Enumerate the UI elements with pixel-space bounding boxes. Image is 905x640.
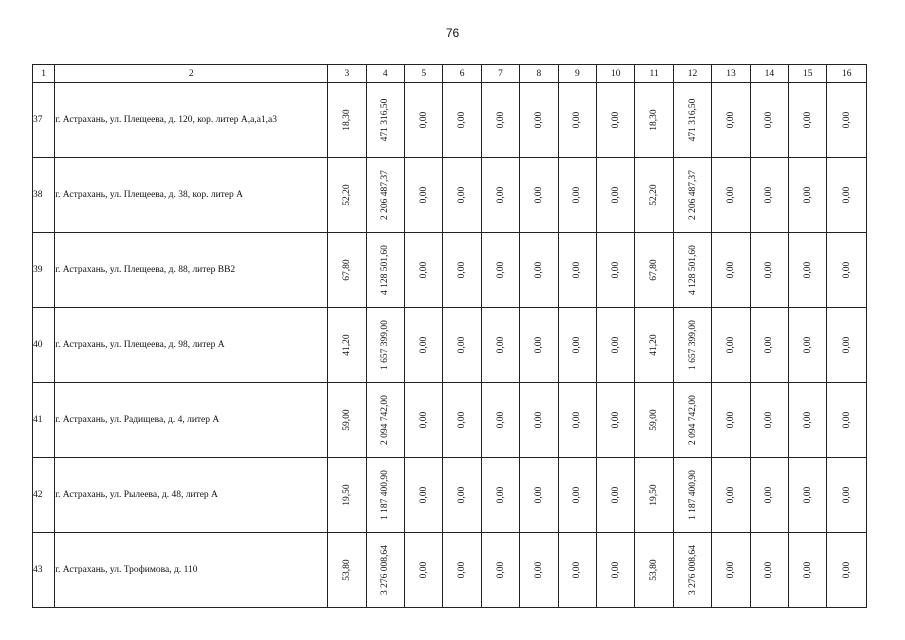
value-cell bbox=[558, 383, 596, 458]
value-cell bbox=[520, 83, 558, 158]
value-cell bbox=[635, 233, 673, 308]
value-cell bbox=[673, 383, 711, 458]
row-number: 37 bbox=[33, 83, 55, 158]
value-text: 0,00 bbox=[610, 111, 621, 129]
value-text: 0,00 bbox=[572, 486, 583, 504]
value-text: 0,00 bbox=[725, 561, 736, 579]
header-row bbox=[33, 65, 867, 83]
value-text: 0,00 bbox=[495, 411, 506, 429]
value-cell bbox=[328, 383, 366, 458]
value-cell bbox=[520, 308, 558, 383]
column-header: 1 bbox=[33, 65, 55, 83]
value-cell bbox=[404, 83, 442, 158]
column-header: 11 bbox=[635, 65, 673, 83]
address-cell: г. Астрахань, ул. Рылеева, д. 48, литер А bbox=[55, 458, 328, 533]
value-cell bbox=[712, 458, 750, 533]
value-cell bbox=[750, 533, 788, 608]
value-cell bbox=[366, 233, 404, 308]
value-cell bbox=[827, 383, 867, 458]
value-cell bbox=[673, 233, 711, 308]
value-text: 53,80 bbox=[341, 559, 352, 581]
value-text: 0,00 bbox=[457, 336, 468, 354]
value-text: 0,00 bbox=[841, 486, 852, 504]
value-text: 0,00 bbox=[610, 561, 621, 579]
value-cell bbox=[673, 83, 711, 158]
row-number: 40 bbox=[33, 308, 55, 383]
value-cell bbox=[827, 83, 867, 158]
value-text: 0,00 bbox=[533, 261, 544, 279]
value-cell bbox=[520, 383, 558, 458]
column-header: 13 bbox=[712, 65, 750, 83]
value-cell bbox=[481, 533, 519, 608]
value-cell bbox=[443, 458, 481, 533]
value-cell bbox=[673, 533, 711, 608]
value-text: 471 316,50 bbox=[687, 98, 698, 142]
value-cell bbox=[597, 233, 635, 308]
value-text: 2 206 487,37 bbox=[687, 170, 698, 220]
table-row bbox=[33, 458, 867, 533]
table-row bbox=[33, 383, 867, 458]
value-text: 2 094 742,00 bbox=[380, 395, 391, 445]
value-text: 0,00 bbox=[457, 561, 468, 579]
value-text: 0,00 bbox=[610, 336, 621, 354]
value-cell bbox=[328, 158, 366, 233]
value-text: 4 128 501,60 bbox=[380, 245, 391, 295]
table-row bbox=[33, 308, 867, 383]
value-text: 0,00 bbox=[533, 186, 544, 204]
value-text: 3 276 008,64 bbox=[380, 545, 391, 595]
address-cell: г. Астрахань, ул. Трофимова, д. 110 bbox=[55, 533, 328, 608]
value-text: 1 187 400,90 bbox=[687, 470, 698, 520]
value-cell bbox=[789, 83, 827, 158]
value-text: 0,00 bbox=[610, 411, 621, 429]
value-cell bbox=[366, 458, 404, 533]
value-cell bbox=[712, 533, 750, 608]
value-cell bbox=[366, 308, 404, 383]
value-cell bbox=[750, 383, 788, 458]
value-text: 0,00 bbox=[418, 336, 429, 354]
value-cell bbox=[328, 308, 366, 383]
value-cell bbox=[404, 233, 442, 308]
value-cell bbox=[404, 458, 442, 533]
value-cell bbox=[481, 308, 519, 383]
value-cell bbox=[789, 158, 827, 233]
value-cell bbox=[481, 383, 519, 458]
value-cell bbox=[366, 83, 404, 158]
value-text: 18,30 bbox=[649, 109, 660, 131]
value-cell bbox=[443, 383, 481, 458]
row-number: 38 bbox=[33, 158, 55, 233]
value-text: 0,00 bbox=[764, 261, 775, 279]
value-cell bbox=[443, 533, 481, 608]
table-row bbox=[33, 158, 867, 233]
address-cell: г. Астрахань, ул. Плещеева, д. 98, литер А bbox=[55, 308, 328, 383]
value-cell bbox=[635, 158, 673, 233]
value-text: 0,00 bbox=[495, 486, 506, 504]
value-text: 0,00 bbox=[495, 561, 506, 579]
value-cell bbox=[520, 158, 558, 233]
value-cell bbox=[481, 83, 519, 158]
row-number: 42 bbox=[33, 458, 55, 533]
value-cell bbox=[443, 308, 481, 383]
value-text: 53,80 bbox=[649, 559, 660, 581]
page-number: 76 bbox=[445, 26, 460, 40]
value-cell bbox=[404, 383, 442, 458]
value-text: 0,00 bbox=[802, 111, 813, 129]
value-text: 0,00 bbox=[764, 411, 775, 429]
column-header: 16 bbox=[827, 65, 867, 83]
value-text: 2 094 742,00 bbox=[687, 395, 698, 445]
value-cell bbox=[827, 533, 867, 608]
value-cell bbox=[750, 158, 788, 233]
value-text: 59,00 bbox=[649, 409, 660, 431]
value-text: 0,00 bbox=[418, 411, 429, 429]
row-number: 39 bbox=[33, 233, 55, 308]
value-text: 0,00 bbox=[495, 111, 506, 129]
value-cell bbox=[673, 158, 711, 233]
value-text: 0,00 bbox=[725, 411, 736, 429]
address-cell: г. Астрахань, ул. Плещеева, д. 38, кор. литер А bbox=[55, 158, 328, 233]
row-number: 43 bbox=[33, 533, 55, 608]
value-cell bbox=[558, 158, 596, 233]
value-text: 3 276 008,64 bbox=[687, 545, 698, 595]
value-text: 0,00 bbox=[418, 261, 429, 279]
value-text: 0,00 bbox=[841, 186, 852, 204]
value-cell bbox=[481, 458, 519, 533]
value-cell bbox=[827, 233, 867, 308]
value-cell bbox=[635, 308, 673, 383]
value-text: 0,00 bbox=[610, 261, 621, 279]
value-cell bbox=[597, 83, 635, 158]
value-text: 4 128 501,60 bbox=[687, 245, 698, 295]
value-cell bbox=[712, 158, 750, 233]
value-text: 0,00 bbox=[572, 261, 583, 279]
value-text: 0,00 bbox=[418, 561, 429, 579]
value-text: 0,00 bbox=[418, 186, 429, 204]
value-text: 0,00 bbox=[764, 336, 775, 354]
value-cell bbox=[712, 83, 750, 158]
value-text: 0,00 bbox=[764, 486, 775, 504]
value-cell bbox=[558, 233, 596, 308]
table-row bbox=[33, 83, 867, 158]
value-cell bbox=[520, 533, 558, 608]
value-text: 0,00 bbox=[572, 561, 583, 579]
value-text: 0,00 bbox=[495, 336, 506, 354]
value-text: 0,00 bbox=[802, 561, 813, 579]
value-text: 0,00 bbox=[533, 111, 544, 129]
value-text: 0,00 bbox=[572, 336, 583, 354]
data-table bbox=[32, 64, 867, 608]
address-cell: г. Астрахань, ул. Плещеева, д. 88, литер ВВ2 bbox=[55, 233, 328, 308]
value-cell bbox=[558, 458, 596, 533]
value-text: 0,00 bbox=[572, 411, 583, 429]
value-cell bbox=[712, 233, 750, 308]
value-text: 0,00 bbox=[495, 186, 506, 204]
value-text: 1 187 400,90 bbox=[380, 470, 391, 520]
value-text: 471 316,50 bbox=[380, 98, 391, 142]
value-cell bbox=[481, 233, 519, 308]
value-cell bbox=[443, 83, 481, 158]
column-header: 14 bbox=[750, 65, 788, 83]
value-text: 41,20 bbox=[649, 334, 660, 356]
value-text: 1 657 399,00 bbox=[687, 320, 698, 370]
column-header: 5 bbox=[404, 65, 442, 83]
value-text: 0,00 bbox=[725, 186, 736, 204]
value-text: 0,00 bbox=[841, 261, 852, 279]
value-text: 0,00 bbox=[533, 411, 544, 429]
value-cell bbox=[443, 158, 481, 233]
value-text: 19,50 bbox=[649, 484, 660, 506]
value-cell bbox=[366, 158, 404, 233]
column-header: 8 bbox=[520, 65, 558, 83]
value-text: 0,00 bbox=[457, 186, 468, 204]
value-cell bbox=[520, 458, 558, 533]
value-text: 0,00 bbox=[841, 561, 852, 579]
value-cell bbox=[558, 83, 596, 158]
value-text: 67,80 bbox=[341, 259, 352, 281]
value-text: 0,00 bbox=[725, 261, 736, 279]
value-cell bbox=[443, 233, 481, 308]
value-cell bbox=[597, 308, 635, 383]
value-cell bbox=[328, 533, 366, 608]
value-text: 0,00 bbox=[841, 411, 852, 429]
value-text: 0,00 bbox=[610, 186, 621, 204]
value-text: 0,00 bbox=[533, 561, 544, 579]
value-cell bbox=[712, 308, 750, 383]
value-cell bbox=[673, 458, 711, 533]
value-cell bbox=[558, 308, 596, 383]
value-text: 41,20 bbox=[341, 334, 352, 356]
value-text: 0,00 bbox=[418, 111, 429, 129]
value-text: 0,00 bbox=[764, 561, 775, 579]
column-header: 12 bbox=[673, 65, 711, 83]
value-text: 0,00 bbox=[725, 111, 736, 129]
value-text: 0,00 bbox=[457, 111, 468, 129]
value-text: 67,80 bbox=[649, 259, 660, 281]
value-cell bbox=[328, 458, 366, 533]
value-text: 0,00 bbox=[764, 111, 775, 129]
value-cell bbox=[404, 533, 442, 608]
value-text: 0,00 bbox=[418, 486, 429, 504]
value-text: 0,00 bbox=[802, 336, 813, 354]
address-cell: г. Астрахань, ул. Плещеева, д. 120, кор. литер А,а,а1,а3 bbox=[55, 83, 328, 158]
value-cell bbox=[520, 233, 558, 308]
value-cell bbox=[789, 458, 827, 533]
value-cell bbox=[366, 383, 404, 458]
value-cell bbox=[328, 233, 366, 308]
value-text: 0,00 bbox=[495, 261, 506, 279]
value-cell bbox=[750, 83, 788, 158]
value-text: 0,00 bbox=[725, 336, 736, 354]
value-text: 0,00 bbox=[610, 486, 621, 504]
value-cell bbox=[558, 533, 596, 608]
value-cell bbox=[750, 308, 788, 383]
value-cell bbox=[712, 383, 750, 458]
value-cell bbox=[597, 533, 635, 608]
value-text: 0,00 bbox=[572, 186, 583, 204]
value-cell bbox=[635, 83, 673, 158]
value-cell bbox=[635, 533, 673, 608]
value-text: 0,00 bbox=[533, 486, 544, 504]
value-text: 19,50 bbox=[341, 484, 352, 506]
value-cell bbox=[789, 383, 827, 458]
value-text: 18,30 bbox=[341, 109, 352, 131]
value-cell bbox=[481, 158, 519, 233]
value-cell bbox=[750, 458, 788, 533]
value-text: 1 657 399,00 bbox=[380, 320, 391, 370]
column-header: 6 bbox=[443, 65, 481, 83]
address-cell: г. Астрахань, ул. Радищева, д. 4, литер А bbox=[55, 383, 328, 458]
value-cell bbox=[366, 533, 404, 608]
value-cell bbox=[827, 308, 867, 383]
column-header: 4 bbox=[366, 65, 404, 83]
value-cell bbox=[404, 308, 442, 383]
column-header: 7 bbox=[481, 65, 519, 83]
value-text: 0,00 bbox=[802, 186, 813, 204]
value-cell bbox=[750, 233, 788, 308]
value-text: 2 206 487,37 bbox=[380, 170, 391, 220]
column-header: 9 bbox=[558, 65, 596, 83]
value-cell bbox=[789, 533, 827, 608]
value-cell bbox=[789, 233, 827, 308]
value-text: 0,00 bbox=[725, 486, 736, 504]
value-cell bbox=[404, 158, 442, 233]
value-cell bbox=[673, 308, 711, 383]
value-cell bbox=[597, 383, 635, 458]
value-text: 0,00 bbox=[802, 261, 813, 279]
value-text: 0,00 bbox=[533, 336, 544, 354]
value-text: 52,20 bbox=[341, 184, 352, 206]
value-cell bbox=[635, 458, 673, 533]
value-text: 0,00 bbox=[457, 261, 468, 279]
value-text: 0,00 bbox=[802, 486, 813, 504]
value-cell bbox=[635, 383, 673, 458]
value-text: 0,00 bbox=[841, 111, 852, 129]
value-cell bbox=[328, 83, 366, 158]
row-number: 41 bbox=[33, 383, 55, 458]
table-row bbox=[33, 533, 867, 608]
value-text: 0,00 bbox=[802, 411, 813, 429]
value-text: 0,00 bbox=[457, 411, 468, 429]
value-cell bbox=[789, 308, 827, 383]
value-text: 52,20 bbox=[649, 184, 660, 206]
column-header: 2 bbox=[55, 65, 328, 83]
value-text: 0,00 bbox=[457, 486, 468, 504]
value-text: 0,00 bbox=[764, 186, 775, 204]
value-cell bbox=[597, 458, 635, 533]
column-header: 15 bbox=[789, 65, 827, 83]
value-cell bbox=[827, 458, 867, 533]
column-header: 10 bbox=[597, 65, 635, 83]
table-row bbox=[33, 233, 867, 308]
value-text: 59,00 bbox=[341, 409, 352, 431]
value-text: 0,00 bbox=[841, 336, 852, 354]
column-header: 3 bbox=[328, 65, 366, 83]
value-cell bbox=[827, 158, 867, 233]
value-cell bbox=[597, 158, 635, 233]
value-text: 0,00 bbox=[572, 111, 583, 129]
